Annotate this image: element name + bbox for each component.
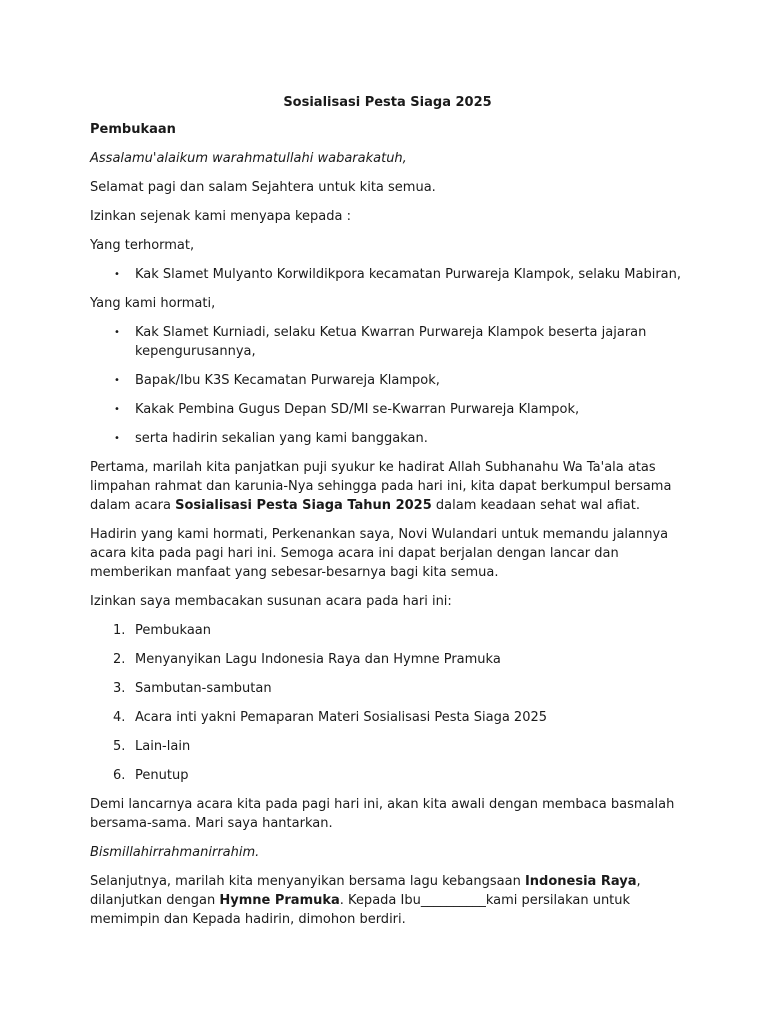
agenda-number: 5. <box>113 739 126 754</box>
list-item-text: Kak Slamet Kurniadi, selaku Ketua Kwarran Purwareja Klampok beserta jajaran kepengurusannya, <box>135 325 647 359</box>
list-item-text: serta hadirin sekalian yang kami banggakan. <box>135 431 428 446</box>
paragraph-hormati: Yang kami hormati, <box>90 296 216 311</box>
agenda-text: Lain-lain <box>135 739 191 754</box>
bullet-icon: • <box>114 269 120 280</box>
agenda-list <box>90 621 685 785</box>
list-item <box>90 323 685 361</box>
agenda-number: 6. <box>113 768 126 783</box>
agenda-item <box>90 650 685 669</box>
paragraph-hadirin: Hadirin yang kami hormati, Perkenankan saya, Novi Wulandari untuk memandu jalannya acara kita pada pagi hari ini. Semoga acara ini dapat berjalan dengan lancar dan memberikan manfaat yang sebesar-besarnya bagi kita semua. <box>90 527 669 580</box>
hymn-name-bold: Hymne Pramuka <box>219 893 340 908</box>
agenda-item <box>90 766 685 785</box>
paragraph-selanjutnya <box>90 872 685 929</box>
bullet-icon: • <box>114 433 120 444</box>
bullet-icon: • <box>114 375 120 386</box>
agenda-number: 2. <box>113 652 126 667</box>
paragraph-demi: Demi lancarnya acara kita pada pagi hari ini, akan kita awali dengan membaca basmalah bersama-sama. Mari saya hantarkan. <box>90 797 675 831</box>
greeting-paragraph: Assalamu'alaikum warahmatullahi wabarakatuh, <box>90 151 407 166</box>
agenda-text: Menyanyikan Lagu Indonesia Raya dan Hymne Pramuka <box>135 652 501 667</box>
paragraph-selanjutnya-mid: , dilanjutkan dengan <box>90 874 641 908</box>
document-title: Sosialisasi Pesta Siaga 2025 <box>283 95 492 110</box>
agenda-item <box>90 708 685 727</box>
agenda-item <box>90 737 685 756</box>
list-item <box>90 429 685 448</box>
list-item <box>90 371 685 390</box>
list-item <box>90 265 685 284</box>
event-name-bold: Sosialisasi Pesta Siaga Tahun 2025 <box>175 498 432 513</box>
paragraph-susunan: Izinkan saya membacakan susunan acara pada hari ini: <box>90 594 452 609</box>
paragraph-bismillah: Bismillahirrahmanirrahim. <box>90 845 260 860</box>
list-item-text: Bapak/Ibu K3S Kecamatan Purwareja Klampok, <box>135 373 440 388</box>
paragraph-pertama-end: dalam keadaan sehat wal afiat. <box>431 498 640 513</box>
agenda-number: 1. <box>113 623 126 638</box>
agenda-item <box>90 679 685 698</box>
document-page <box>90 94 685 939</box>
paragraph-pertama-text: Pertama, marilah kita panjatkan puji syukur ke hadirat Allah Subhanahu Wa Ta'ala atas limpahan rahmat dan karunia-Nya sehingga pada hari ini, kita dapat berkumpul bersama dalam acara <box>90 460 672 513</box>
agenda-item <box>90 621 685 640</box>
agenda-text: Pembukaan <box>135 623 212 638</box>
list-terhormat <box>90 265 685 284</box>
list-item-text: Kakak Pembina Gugus Depan SD/MI se-Kwarran Purwareja Klampok, <box>135 402 580 417</box>
paragraph-terhormat: Yang terhormat, <box>90 238 195 253</box>
list-item <box>90 400 685 419</box>
bullet-icon: • <box>114 404 120 415</box>
section-heading: Pembukaan <box>90 122 176 137</box>
agenda-text: Penutup <box>135 768 189 783</box>
agenda-number: 4. <box>113 710 126 725</box>
agenda-text: Sambutan-sambutan <box>135 681 272 696</box>
paragraph-selamat: Selamat pagi dan salam Sejahtera untuk kita semua. <box>90 180 436 195</box>
paragraph-pertama <box>90 458 685 515</box>
paragraph-selanjutnya-text: Selanjutnya, marilah kita menyanyikan bersama lagu kebangsaan <box>90 874 525 889</box>
list-item-text: Kak Slamet Mulyanto Korwildikpora kecamatan Purwareja Klampok, selaku Mabiran, <box>135 267 682 282</box>
anthem-name-bold: Indonesia Raya <box>524 874 637 889</box>
agenda-text: Acara inti yakni Pemaparan Materi Sosialisasi Pesta Siaga 2025 <box>135 710 548 725</box>
agenda-number: 3. <box>113 681 126 696</box>
paragraph-izinkan: Izinkan sejenak kami menyapa kepada : <box>90 209 351 224</box>
paragraph-selanjutnya-end: . Kepada Ibu__________kami persilakan untuk memimpin dan Kepada hadirin, dimohon berdiri. <box>90 893 631 927</box>
list-hormati <box>90 323 685 448</box>
bullet-icon: • <box>114 327 120 338</box>
